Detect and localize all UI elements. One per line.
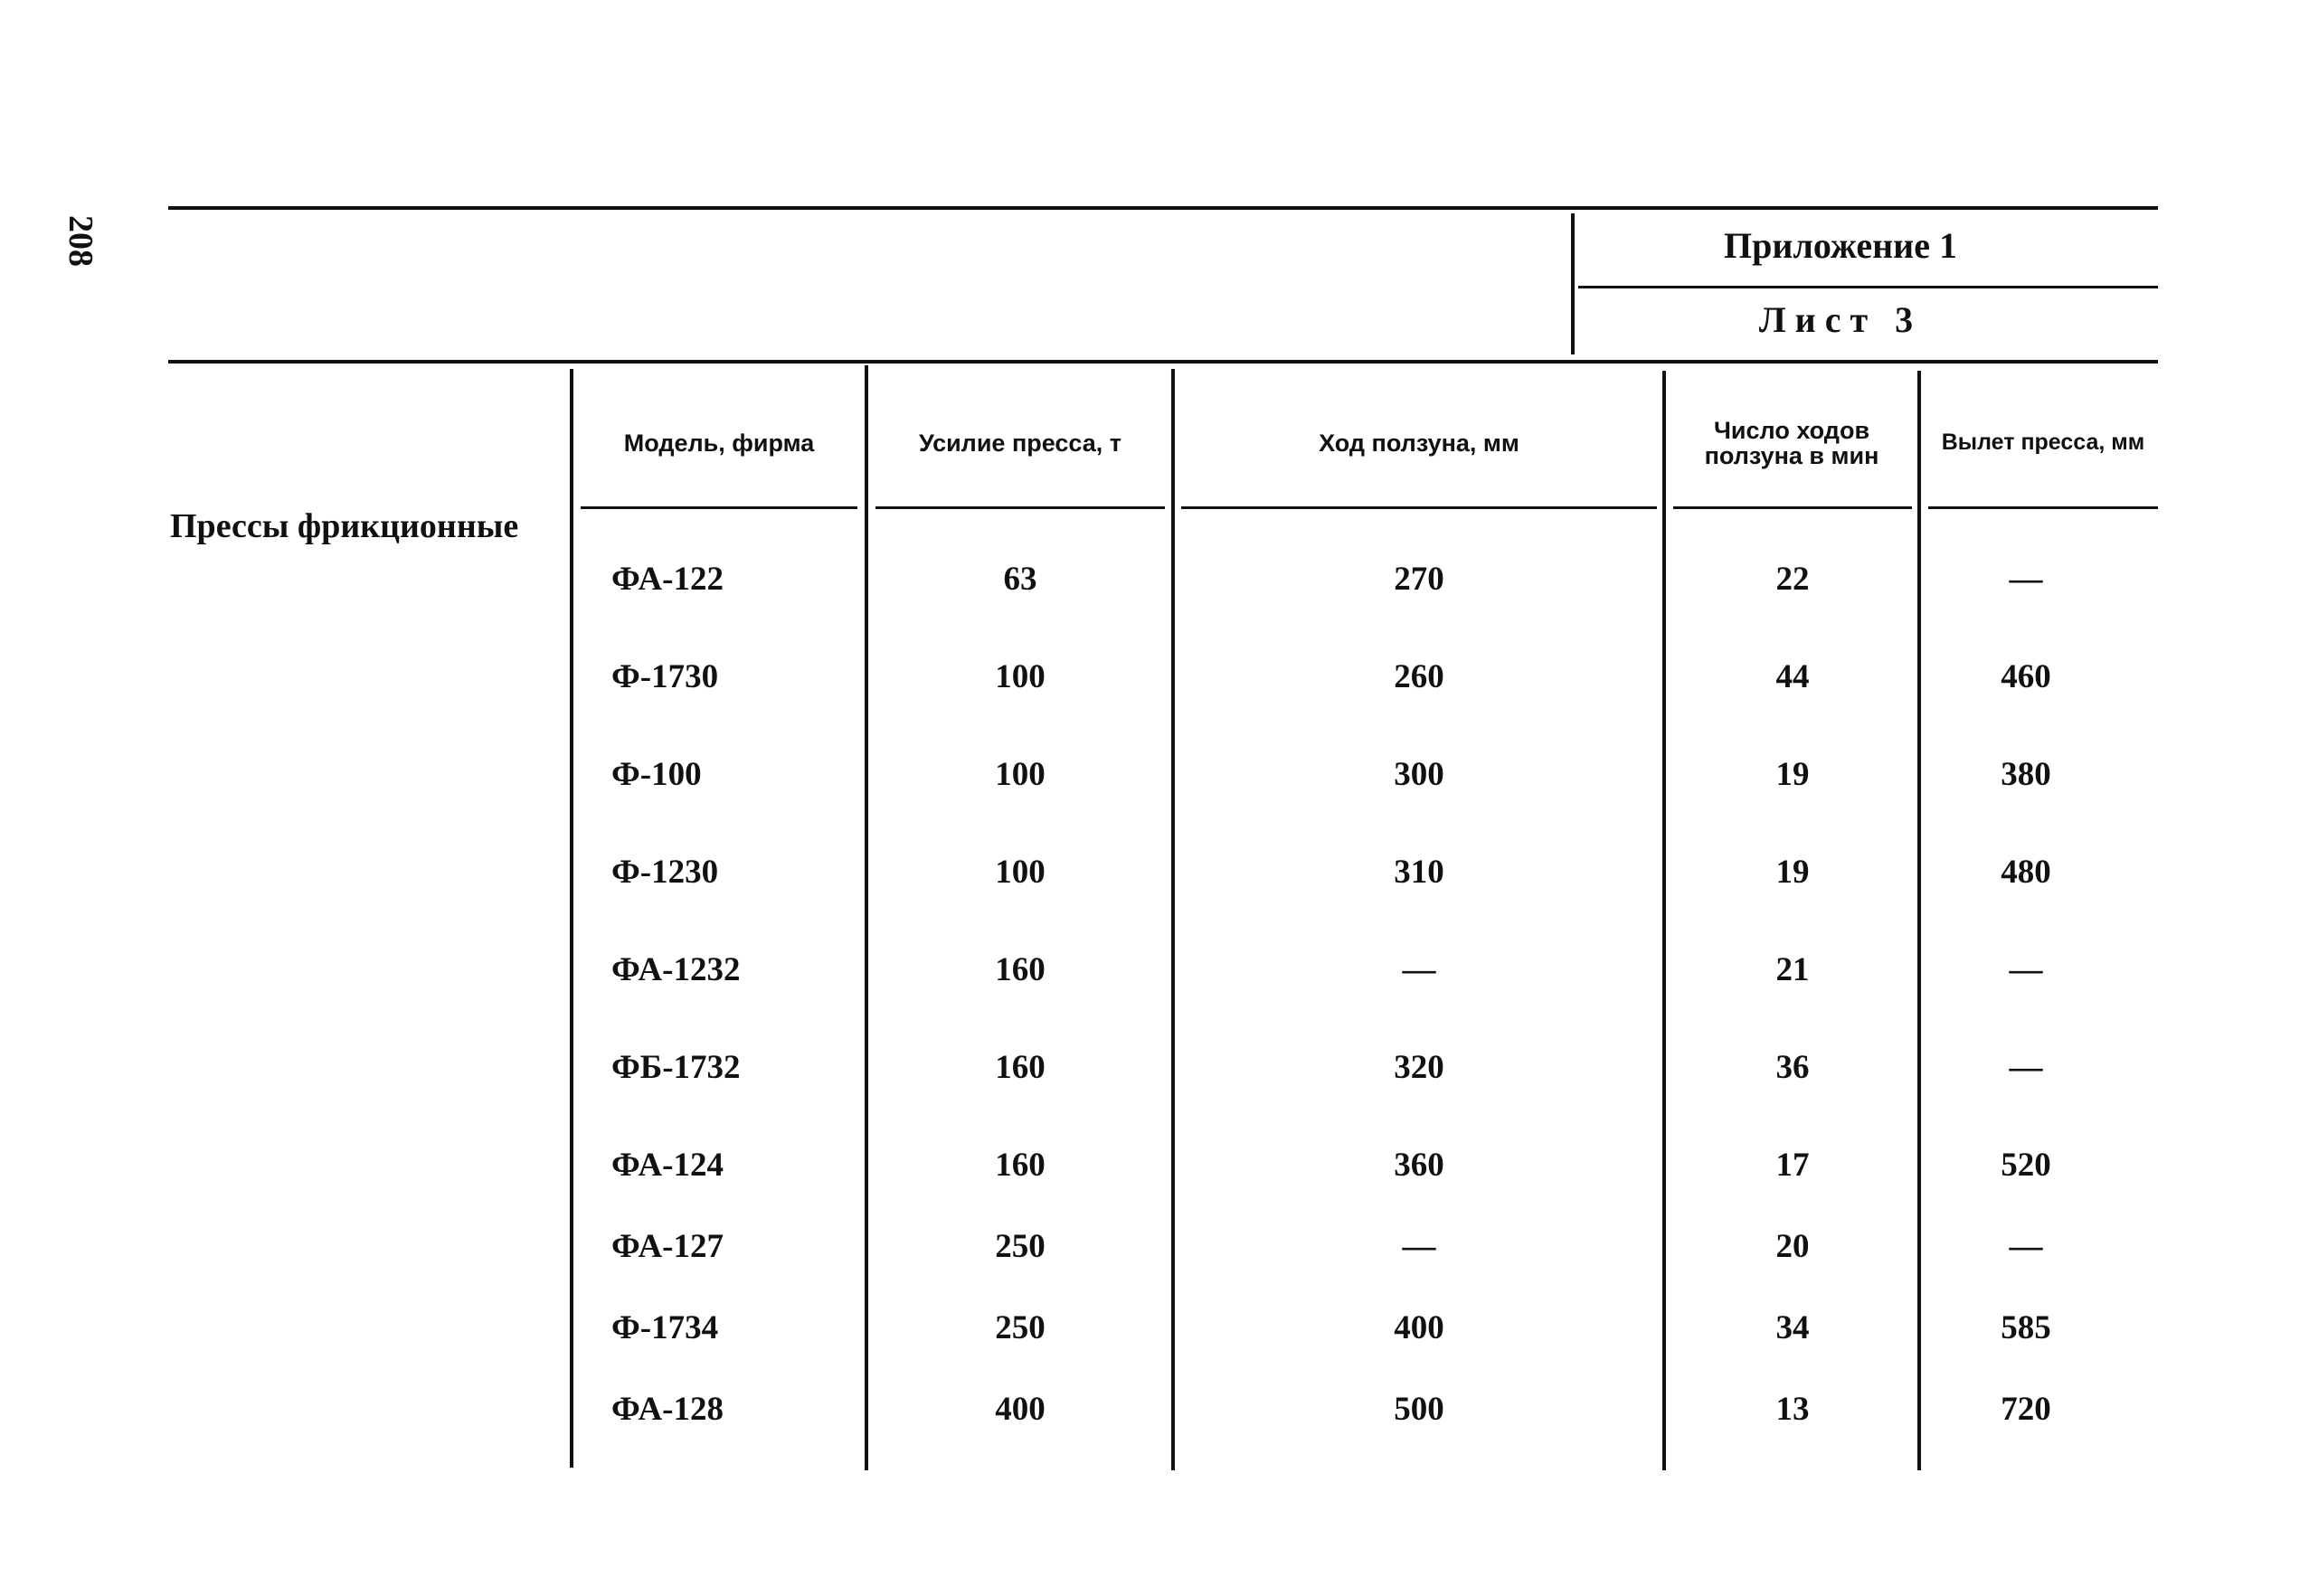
cell-model: ФА-1232 (611, 951, 741, 988)
cell-strokes: 19 (1775, 756, 1810, 793)
cell-reach: 520 (2001, 1147, 2051, 1184)
header-model: Модель, фирма (623, 430, 815, 457)
cell-strokes: 19 (1775, 854, 1810, 891)
page-number: 208 (62, 215, 99, 267)
cell-force: 160 (995, 1049, 1046, 1086)
column-rule (1171, 369, 1175, 1470)
cell-model: Ф-100 (611, 756, 702, 793)
header-force: Усилие пресса, т (918, 430, 1122, 457)
cell-force: 160 (995, 1147, 1046, 1184)
header-stroke: Ход ползуна, мм (1319, 430, 1519, 457)
cell-reach: 380 (2001, 756, 2051, 793)
cell-model: ФА-124 (611, 1147, 724, 1184)
table-top-rule (168, 360, 2158, 364)
cell-reach: 460 (2001, 658, 2051, 695)
cell-strokes: 44 (1775, 658, 1810, 695)
cell-strokes: 22 (1775, 561, 1810, 598)
header-reach: Вылет пресса, мм (1941, 430, 2145, 455)
column-rule (570, 369, 573, 1468)
cell-force: 250 (995, 1309, 1046, 1346)
section-label: Прессы фрикционные (170, 507, 519, 545)
header-strokes-line2: ползуна в мин (1704, 442, 1879, 470)
cell-strokes: 13 (1775, 1391, 1810, 1428)
cell-model: ФА-127 (611, 1228, 724, 1265)
cell-stroke: 400 (1394, 1309, 1444, 1346)
cell-force: 160 (995, 951, 1046, 988)
header-strokes-per-min (1670, 418, 1914, 469)
cell-stroke: 500 (1394, 1391, 1444, 1428)
cell-reach: 720 (2001, 1391, 2051, 1428)
cell-reach: — (2009, 1049, 2043, 1086)
cell-model: ФА-128 (611, 1391, 724, 1428)
cell-strokes: 36 (1775, 1049, 1810, 1086)
cell-stroke: — (1402, 951, 1436, 988)
column-rule (865, 365, 868, 1470)
cell-stroke: 300 (1394, 756, 1444, 793)
header-underline (581, 506, 857, 509)
cell-force: 400 (995, 1391, 1046, 1428)
cell-reach: 585 (2001, 1309, 2051, 1346)
column-rule (1917, 371, 1921, 1470)
cell-reach: 480 (2001, 854, 2051, 891)
cell-stroke: 270 (1394, 561, 1444, 598)
cell-reach: — (2009, 561, 2043, 598)
cell-strokes: 34 (1775, 1309, 1810, 1346)
cell-force: 100 (995, 854, 1046, 891)
cell-stroke: 310 (1394, 854, 1444, 891)
cell-force: 63 (1003, 561, 1037, 598)
header-underline (1928, 506, 2158, 509)
cell-model: Ф-1730 (611, 658, 719, 695)
cell-reach: — (2009, 951, 2043, 988)
cell-strokes: 17 (1775, 1147, 1810, 1184)
header-underline (1673, 506, 1912, 509)
cell-model: Ф-1230 (611, 854, 719, 891)
header-underline (875, 506, 1165, 509)
cell-model: ФА-122 (611, 561, 724, 598)
column-rule (1662, 371, 1666, 1470)
cell-force: 250 (995, 1228, 1046, 1265)
cell-stroke: — (1402, 1228, 1436, 1265)
appendix-label: Приложение 1 (1724, 225, 1957, 266)
sheet-label: Лист 3 (1758, 299, 1923, 340)
top-rule (168, 206, 2158, 210)
header-strokes-line1: Число ходов (1713, 417, 1870, 444)
cell-stroke: 260 (1394, 658, 1444, 695)
cell-force: 100 (995, 756, 1046, 793)
cell-model: ФБ-1732 (611, 1049, 741, 1086)
cell-strokes: 20 (1775, 1228, 1810, 1265)
cell-strokes: 21 (1775, 951, 1810, 988)
cell-stroke: 360 (1394, 1147, 1444, 1184)
cell-force: 100 (995, 658, 1046, 695)
cell-stroke: 320 (1394, 1049, 1444, 1086)
header-underline (1181, 506, 1657, 509)
cell-reach: — (2009, 1228, 2043, 1265)
cell-model: Ф-1734 (611, 1309, 719, 1346)
appendix-rule (1578, 286, 2158, 288)
